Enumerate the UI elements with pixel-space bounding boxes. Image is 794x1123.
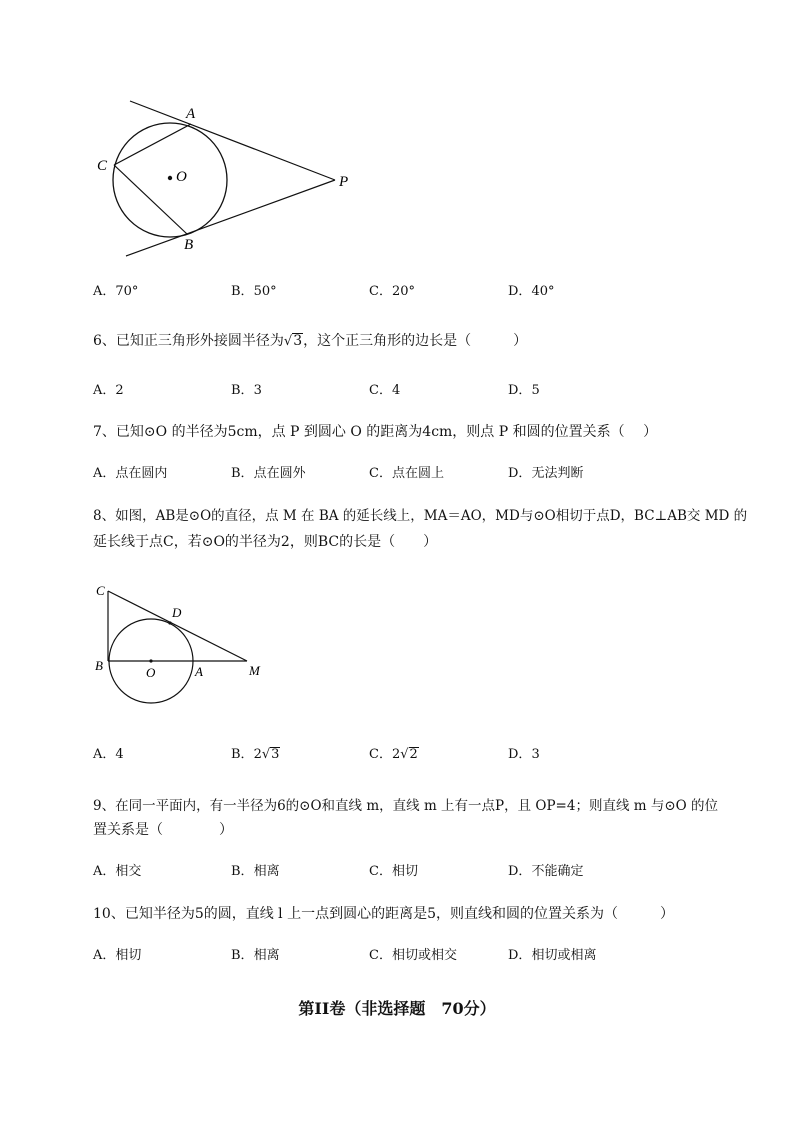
q9-option-d[interactable]: D．不能确定: [508, 864, 584, 879]
q7-option-d[interactable]: D．无法判断: [508, 466, 584, 481]
tangent-line-b: [126, 180, 335, 256]
tangent-point-d: [168, 621, 171, 624]
q5-option-d[interactable]: D．40°: [508, 284, 555, 299]
label-b2: B: [95, 658, 103, 673]
q6-stem: 6、已知正三角形外接圆半径为√3，这个正三角形的边长是（ ）: [93, 333, 528, 349]
figure-1-tangent-diagram: [90, 95, 370, 260]
label-b: B: [184, 237, 194, 253]
q6-option-c[interactable]: C．4: [369, 383, 401, 398]
figure-2-tangent-diagram: [90, 578, 280, 713]
center-dot: [168, 176, 172, 180]
label-p: P: [339, 174, 349, 190]
q9-option-c[interactable]: C．相切: [369, 864, 418, 879]
q9-stem-line-2: 置关系是（ ）: [93, 822, 233, 838]
center-dot-2: [149, 659, 152, 662]
q8-stem-line-1: 8、如图，AB是⊙O的直径，点 M 在 BA 的延长线上，MA＝AO，MD与⊙O相切于点D，BC⊥AB交 MD 的: [93, 508, 748, 524]
label-m2: M: [249, 663, 260, 678]
q10-option-d[interactable]: D．相切或相离: [508, 948, 597, 963]
q10-stem: 10、已知半径为5的圆，直线 l 上一点到圆心的距离是5，则直线和圆的位置关系为（ ）: [93, 906, 675, 922]
label-o: O: [176, 169, 187, 185]
q7-stem: 7、已知⊙O 的半径为5cm，点 P 到圆心 O 的距离为4cm，则点 P 和圆的位置关系（ ）: [93, 424, 658, 440]
q9-stem-line-1: 9、在同一平面内，有一半径为6的⊙O和直线 m，直线 m 上有一点P，且 OP=4；则直线 m 与⊙O 的位: [93, 798, 719, 814]
label-c2: C: [96, 583, 105, 598]
q7-option-b[interactable]: B．点在圆外: [231, 466, 306, 481]
q10-option-b[interactable]: B．相离: [231, 948, 280, 963]
q6-option-b[interactable]: B．3: [231, 383, 262, 398]
q6-radicand: 3: [293, 333, 303, 349]
q8-stem-line-2: 延长线于点C，若⊙O的半径为2，则BC的长是（ ）: [93, 534, 438, 550]
label-a: A: [186, 106, 196, 122]
q9-option-b[interactable]: B．相离: [231, 864, 280, 879]
q5-option-a[interactable]: A．70°: [93, 284, 139, 299]
q8-option-c[interactable]: C．2√2: [369, 747, 418, 762]
q8-option-d[interactable]: D．3: [508, 747, 540, 762]
label-d2: D: [172, 605, 182, 620]
q5-option-b[interactable]: B．50°: [231, 284, 277, 299]
q5-option-c[interactable]: C．20°: [369, 284, 415, 299]
q8-option-b[interactable]: B．2√3: [231, 747, 280, 762]
q6-option-a[interactable]: A．2: [93, 383, 124, 398]
q10-option-c[interactable]: C．相切或相交: [369, 948, 457, 963]
q9-option-a[interactable]: A．相交: [93, 864, 142, 879]
q8-option-a[interactable]: A．4: [93, 747, 124, 762]
label-o2: O: [146, 665, 156, 680]
q6-option-d[interactable]: D．5: [508, 383, 540, 398]
q10-option-a[interactable]: A．相切: [93, 948, 142, 963]
label-a2: A: [195, 664, 203, 679]
section-title: 第II卷（非选择题 70分）: [298, 999, 496, 1018]
q7-option-c[interactable]: C．点在圆上: [369, 466, 444, 481]
q7-option-a[interactable]: A．点在圆内: [93, 466, 168, 481]
label-c: C: [97, 158, 108, 174]
